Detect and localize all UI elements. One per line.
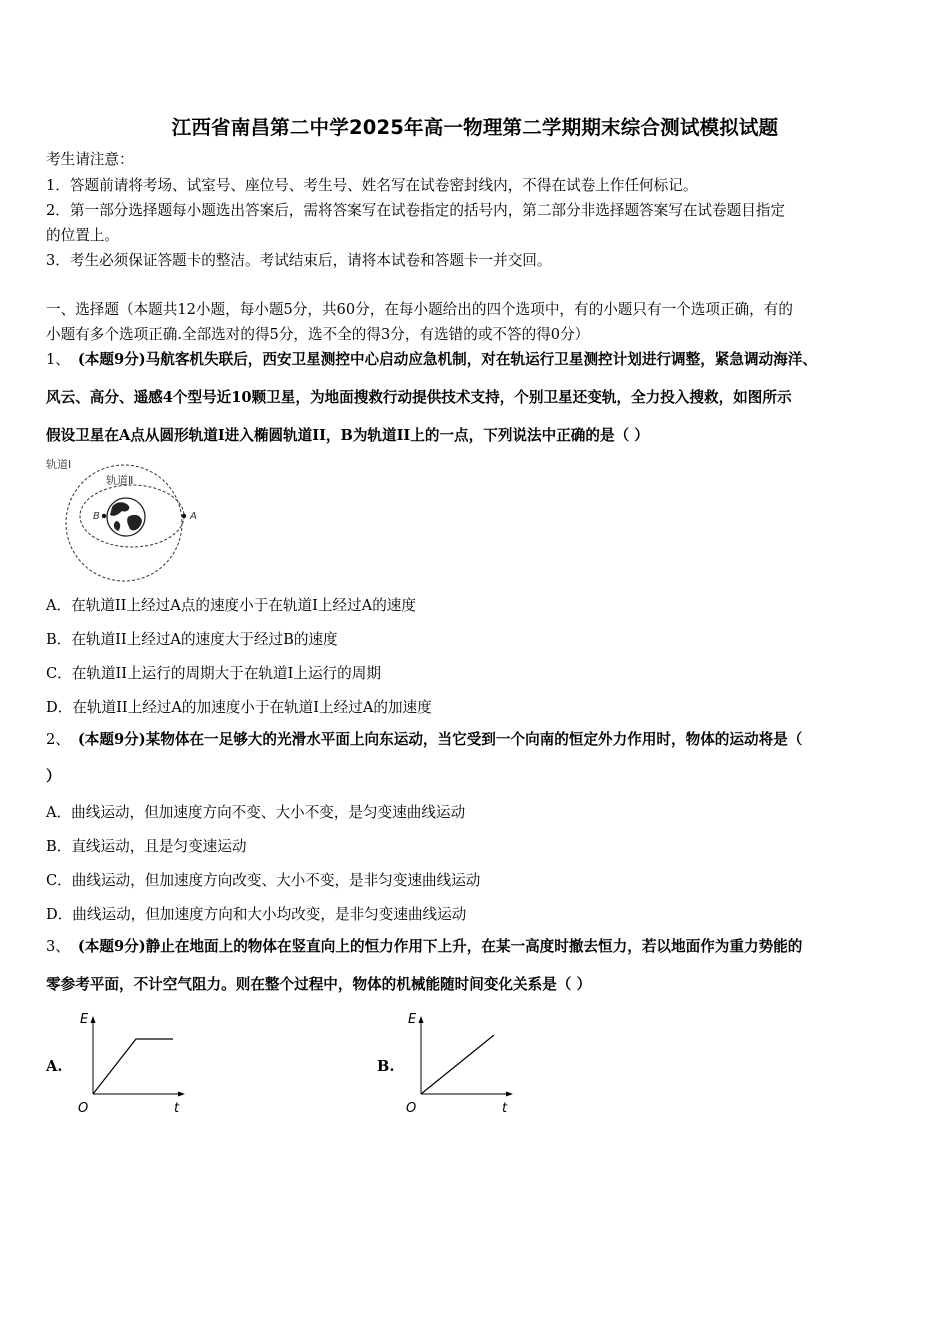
question-number: 1、 bbox=[46, 351, 70, 368]
option-c[interactable]: C．曲线运动，但加速度方向改变、大小不变，是非匀变速曲线运动 bbox=[46, 872, 481, 889]
x-axis-arrow-icon bbox=[178, 1092, 185, 1097]
origin-label: O bbox=[78, 1101, 89, 1116]
option-d[interactable]: D．曲线运动，但加速度方向和大小均改变，是非匀变速曲线运动 bbox=[46, 906, 467, 923]
question-text: 假设卫星在A点从圆形轨道I进入椭圆轨道II，B为轨道II上的一点，下列说法中正确的是（ ） bbox=[46, 427, 649, 444]
question-text: 零参考平面，不计空气阻力。则在整个过程中，物体的机械能随时间变化关系是（ ） bbox=[46, 976, 592, 993]
option-a[interactable]: A．曲线运动，但加速度方向不变、大小不变，是匀变速曲线运动 bbox=[46, 804, 466, 821]
option-d[interactable]: D．在轨道II上经过A的加速度小于在轨道I上经过A的加速度 bbox=[46, 699, 432, 716]
option-c[interactable]: C．在轨道II上运行的周期大于在轨道I上运行的周期 bbox=[46, 665, 381, 682]
question-number: 3、 bbox=[46, 938, 70, 955]
notice-item: 的位置上。 bbox=[46, 227, 119, 244]
option-b[interactable]: B．直线运动，且是匀变速运动 bbox=[46, 838, 247, 855]
point-b-label: B bbox=[93, 511, 100, 522]
y-axis-label: E bbox=[408, 1012, 417, 1027]
page-title: 江西省南昌第二中学2025年高一物理第二学期期末综合测试模拟试题 bbox=[171, 116, 779, 139]
x-axis-label: t bbox=[174, 1101, 180, 1116]
x-axis-arrow-icon bbox=[506, 1092, 513, 1097]
option-a-label[interactable]: A. bbox=[46, 1058, 63, 1075]
notice-item: 2．第一部分选择题每小题选出答案后，需将答案写在试卷指定的括号内，第二部分非选择题答案写在试卷题目指定 bbox=[46, 202, 785, 219]
question-text: 马航客机失联后，西安卫星测控中心启动应急机制，对在轨运行卫星测控计划进行调整，紧急调动海洋、 bbox=[145, 351, 817, 368]
question-3-line bbox=[46, 937, 802, 957]
section-heading-line: 一、选择题（本题共12小题，每小题5分，共60分，在每小题给出的四个选项中，有的小题只有一个选项正确，有的 bbox=[46, 301, 793, 318]
question-1-line bbox=[46, 350, 817, 370]
notice-item: 1．答题前请将考场、试室号、座位号、考生号、姓名写在试卷密封线内，不得在试卷上作任何标记。 bbox=[46, 177, 698, 194]
question-number: 2、 bbox=[46, 731, 70, 748]
option-a[interactable]: A．在轨道II上经过A点的速度小于在轨道I上经过A的速度 bbox=[46, 597, 416, 614]
x-axis-label: t bbox=[502, 1101, 508, 1116]
question-text: 静止在地面上的物体在竖直向上的恒力作用下上升，在某一高度时撤去恒力，若以地面作为重力势能的 bbox=[145, 938, 803, 955]
notice-item: 3．考生必须保证答题卡的整洁。考试结束后，请将本试卷和答题卡一并交回。 bbox=[46, 252, 552, 269]
point-a-label: A bbox=[190, 511, 197, 522]
option-b-label[interactable]: B. bbox=[377, 1058, 395, 1075]
orbit-1-label: 轨道Ⅰ bbox=[46, 458, 72, 471]
graph-a[interactable] bbox=[76, 1006, 196, 1118]
y-axis-label: E bbox=[80, 1012, 89, 1027]
point-b-marker bbox=[102, 514, 106, 518]
orbit-figure bbox=[44, 455, 204, 585]
origin-label: O bbox=[406, 1101, 417, 1116]
question-2-line bbox=[46, 730, 802, 750]
question-score: (本题9分) bbox=[77, 731, 146, 748]
energy-curve bbox=[421, 1035, 494, 1094]
question-score: (本题9分) bbox=[77, 351, 146, 368]
question-text: ） bbox=[46, 768, 61, 785]
question-score: (本题9分) bbox=[77, 938, 146, 955]
energy-curve bbox=[93, 1039, 173, 1094]
option-b[interactable]: B．在轨道II上经过A的速度大于经过B的速度 bbox=[46, 631, 338, 648]
notice-heading: 考生请注意： bbox=[46, 151, 134, 168]
y-axis-arrow-icon bbox=[91, 1016, 96, 1023]
point-a-marker bbox=[182, 514, 186, 518]
graph-b[interactable] bbox=[404, 1006, 524, 1118]
question-text: 某物体在一足够大的光滑水平面上向东运动，当它受到一个向南的恒定外力作用时，物体的运动将是（ bbox=[145, 731, 803, 748]
section-heading-line: 小题有多个选项正确.全部选对的得5分，选不全的得3分，有选错的或不答的得0分） bbox=[46, 326, 590, 343]
orbit-2-label: 轨道Ⅱ bbox=[106, 474, 134, 487]
question-text: 风云、高分、遥感4个型号近10颗卫星，为地面搜救行动提供技术支持，个别卫星还变轨，全力投入搜救，如图所示 bbox=[46, 389, 792, 406]
y-axis-arrow-icon bbox=[419, 1016, 424, 1023]
